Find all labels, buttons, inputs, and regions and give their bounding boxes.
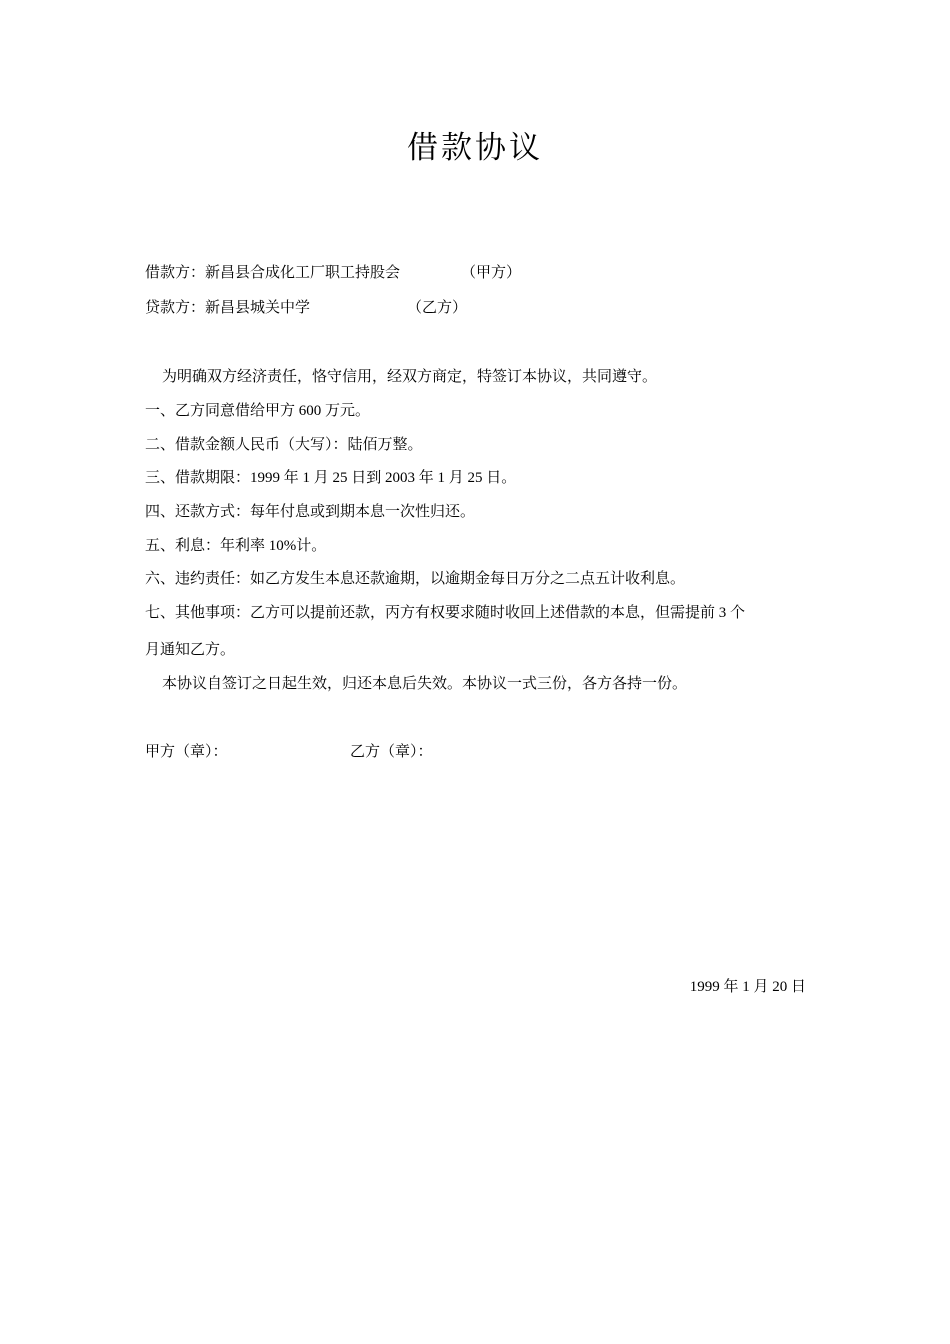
party-b-seal: 乙方（章）： xyxy=(350,744,433,760)
lender-line: 贷款方：新昌县城关中学 xyxy=(145,300,311,316)
clause-5: 五、利息：年利率 10%计。 xyxy=(145,538,327,554)
signing-date: 1999 年 1 月 20 日 xyxy=(689,979,806,995)
borrower-role: （甲方） xyxy=(461,265,522,281)
clause-4: 四、还款方式：每年付息或到期本息一次性归还。 xyxy=(145,504,476,520)
party-a-seal: 甲方（章）： xyxy=(145,744,228,760)
lender-role: （乙方） xyxy=(407,300,468,316)
borrower-line: 借款方：新昌县合成化工厂职工持股会 xyxy=(145,265,401,281)
clause-7: 七、其他事项：乙方可以提前还款，丙方有权要求随时收回上述借款的本息，但需提前 3 个 xyxy=(145,605,746,621)
clause-3: 三、借款期限：1999 年 1 月 25 日到 2003 年 1 月 25 日。 xyxy=(145,470,517,486)
clause-6: 六、违约责任：如乙方发生本息还款逾期，以逾期金每日万分之二点五计收利息。 xyxy=(145,571,686,587)
preamble: 为明确双方经济责任，恪守信用，经双方商定，特签订本协议，共同遵守。 xyxy=(162,369,658,385)
clause-2: 二、借款金额人民币（大写）：陆佰万整。 xyxy=(145,437,423,453)
document-title: 借款协议 xyxy=(407,130,543,166)
clause-7-continued: 月通知乙方。 xyxy=(145,642,236,658)
effectiveness-statement: 本协议自签订之日起生效，归还本息后失效。本协议一式三份，各方各持一份。 xyxy=(162,676,688,692)
clause-1: 一、乙方同意借给甲方 600 万元。 xyxy=(145,403,371,419)
